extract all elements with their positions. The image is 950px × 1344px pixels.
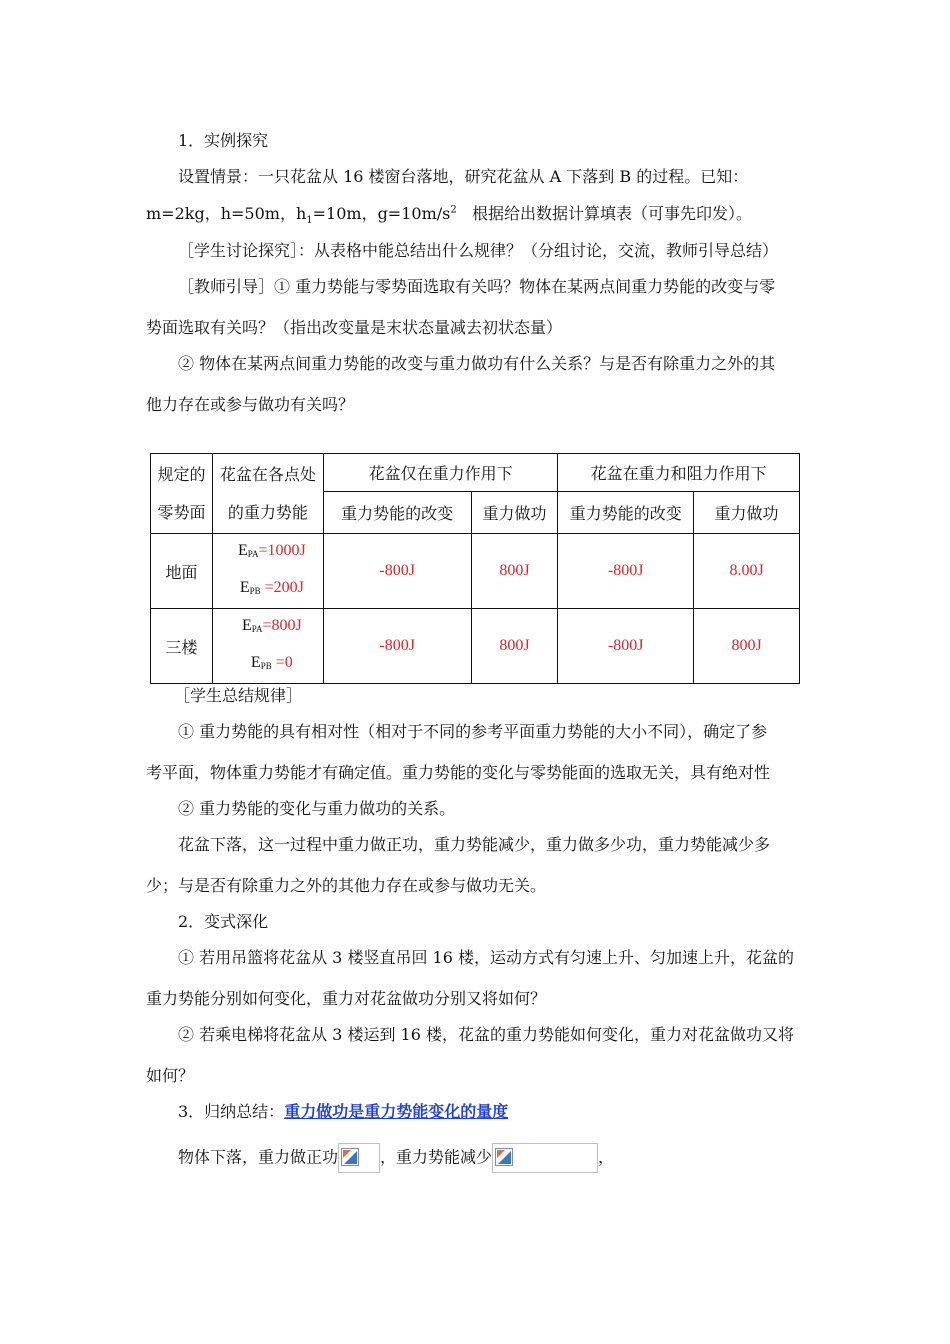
table-row — [151, 609, 800, 684]
question-1a: ① 若用吊篮将花盆从 3 楼竖直吊回 16 楼，运动方式有匀速上升、匀加速上升，花盆的 — [178, 948, 794, 967]
table-row — [151, 534, 800, 609]
row-change-drag: -800J — [558, 534, 694, 609]
question-2b: 如何？ — [146, 1066, 195, 1085]
header-pe-change-1: 重力势能的改变 — [323, 492, 471, 534]
summary-point-2: ② 重力势能的变化与重力做功的关系。 — [178, 799, 456, 818]
teacher-guide-1b: 势面选取有关吗？（指出改变量是末状态量减去初状态量） — [146, 318, 563, 337]
header-gravity-only: 花盆仅在重力作用下 — [323, 454, 558, 492]
summary-point-3a: 花盆下落，这一过程中重力做正功，重力势能减少，重力做多少功，重力势能减少多 — [178, 835, 771, 854]
row-energies: $E_{PA}=1000J$ $E_{PB} =200J$ — [212, 534, 323, 609]
row-work-gravity: 800J — [471, 534, 558, 609]
teacher-guide-1a: ［教师引导］① 重力势能与零势面选取有关吗？物体在某两点间重力势能的改变与零 — [178, 277, 776, 296]
section-2-title: 2．变式深化 — [178, 912, 269, 931]
header-zero-plane: 规定的 零势面 — [151, 454, 213, 534]
question-2a: ② 若乘电梯将花盆从 3 楼运到 16 楼，花盆的重力势能如何变化，重力对花盆做功又将 — [178, 1025, 794, 1044]
header-work-2: 重力做功 — [694, 492, 800, 534]
teacher-guide-2a: ② 物体在某两点间重力势能的改变与重力做功有什么关系？与是否有除重力之外的其 — [178, 354, 776, 373]
discussion-prompt: ［学生讨论探究］：从表格中能总结出什么规律？（分组讨论，交流，教师引导总结） — [178, 241, 779, 260]
row-work-drag: 800J — [694, 609, 800, 684]
summary-point-1b: 考平面，物体重力势能才有确定值。重力势能的变化与零势能面的选取无关，具有绝对性 — [146, 763, 771, 782]
row-change-gravity: -800J — [323, 534, 471, 609]
summary-title: ［学生总结规律］ — [174, 686, 303, 705]
broken-image-1 — [338, 1143, 380, 1173]
row-plane: 三楼 — [151, 609, 213, 684]
row-work-drag: 8.00J — [694, 534, 800, 609]
table-header-row-1 — [151, 454, 800, 492]
section-1-title: 1．实例探究 — [178, 131, 269, 150]
header-potential-energy: 花盆在各点处 的重力势能 — [212, 454, 323, 534]
row-work-gravity: 800J — [471, 609, 558, 684]
broken-image-icon — [341, 1148, 359, 1166]
broken-image-2 — [492, 1143, 598, 1173]
row-change-gravity: -800J — [323, 609, 471, 684]
summary-point-1a: ① 重力势能的具有相对性（相对于不同的参考平面重力势能的大小不同），确定了参 — [178, 722, 768, 741]
row-change-drag: -800J — [558, 609, 694, 684]
summary-point-3b: 少；与是否有除重力之外的其他力存在或参与做功无关。 — [146, 876, 547, 895]
section-3-title: 3．归纳总结： — [178, 1102, 285, 1121]
teacher-guide-2b: 他力存在或参与做功有关吗？ — [146, 395, 355, 414]
scenario-text: 设置情景：一只花盆从 16 楼窗台落地，研究花盆从 A 下落到 B 的过程。已知： — [178, 167, 749, 186]
section-3-line — [178, 1101, 508, 1123]
givens-line: m=2kg，h=50m，$h_1=10m$，$g=10m/s^2$ 根据给出数据计算填表（可事先印发）。 — [146, 204, 753, 227]
row-plane: 地面 — [151, 534, 213, 609]
header-work-1: 重力做功 — [471, 492, 558, 534]
conclusion-line: 物体下落，重力做正功 ，重力势能减少 ， — [178, 1143, 614, 1173]
conclusion-link[interactable]: 重力做功是重力势能变化的量度 — [284, 1102, 509, 1121]
row-energies: $E_{PA}=800J$ $E_{PB} =0$ — [212, 609, 323, 684]
energy-table — [150, 453, 800, 684]
question-1b: 重力势能分别如何变化，重力对花盆做功分别又将如何？ — [146, 989, 547, 1008]
header-pe-change-2: 重力势能的改变 — [558, 492, 694, 534]
header-gravity-drag: 花盆在重力和阻力作用下 — [558, 454, 800, 492]
broken-image-icon — [495, 1148, 513, 1166]
